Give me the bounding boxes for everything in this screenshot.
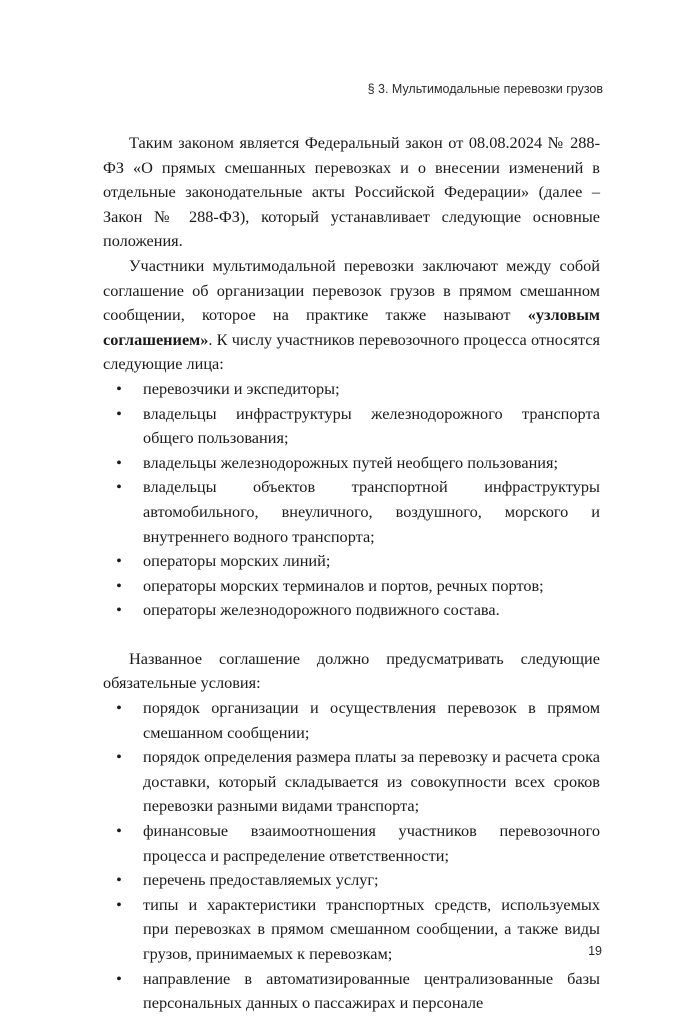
list-item-text: типы и характеристики транспортных средств, используемых при перевозках в прямом смешанном сообщении, а также виды грузов, принимаемых к перевозкам; [143,894,600,963]
bullet-icon: • [116,403,122,423]
page-number: 19 [588,944,602,958]
paragraph-participants [103,254,600,377]
paragraph-mandatory-conditions: Названное соглашение должно предусматривать следующие обязательные условия: [103,648,600,693]
list-item-text: операторы морских терминалов и портов, речных портов; [143,575,544,595]
list-item-text: финансовые взаимоотношения участников перевозочного процесса и распределение ответственности; [143,821,600,865]
bullet-icon: • [116,870,122,890]
paragraph-participants-text-end: . К числу участников перевозочного процесса относятся следующие лица: [103,329,600,374]
bullet-icon: • [116,477,122,497]
list-item-text: владельцы инфраструктуры железнодорожного транспорта общего пользования; [143,403,600,448]
list-item [103,696,600,745]
bullet-icon: • [116,968,122,988]
conditions-list [103,696,600,1016]
list-item [103,868,600,893]
list-item [103,475,600,549]
bullet-icon: • [116,698,122,718]
list-item [103,967,600,1016]
list-item-text: порядок организации и осуществления перевозок в прямом смешанном сообщении; [143,698,600,742]
bold-term-node-agreement: «узловым соглашением» [103,305,600,349]
bullet-icon: • [116,378,122,398]
list-item [103,377,600,402]
list-item [103,402,600,451]
section-spacer [103,623,600,647]
bullet-icon: • [116,452,122,472]
list-item-text: владельцы объектов транспортной инфраструктуры автомобильного, внеуличного, воздушного, морского и внутреннего водного транспорта; [143,477,600,546]
list-item [103,574,600,599]
page-body [103,131,600,1016]
bullet-icon: • [116,894,122,914]
bullet-icon: • [116,600,122,620]
bullet-icon: • [116,551,122,571]
list-item-text: направление в автоматизированные централизованные базы персональных данных о пассажирах и персонале [143,968,600,1013]
running-header: § 3. Мультимодальные перевозки грузов [367,82,603,96]
bullet-icon: • [116,821,122,841]
paragraph-law-reference: Таким законом является Федеральный закон от 08.08.2024 № 288-ФЗ «О прямых смешанных перевозках и о внесении изменений в отдельные законодательные акты Российской Федерации» (далее – Закон № 288-ФЗ), который устанавливает следующие основные положения. [103,133,600,251]
paragraph-participants-text-start: Участники мультимодальной перевозки заключают между собой соглашение об организации перевозок грузов в прямом смешанном сообщении, которое на практике также называют [103,255,600,325]
list-item [103,893,600,967]
list-item-text: перечень предоставляемых услуг; [143,870,379,890]
list-item [103,549,600,574]
list-item [103,819,600,868]
bullet-icon: • [116,575,122,595]
list-item-text: порядок определения размера платы за перевозку и расчета срока доставки, который складывается из совокупности всех сроков перевозки разными видами транспорта; [143,747,600,816]
list-item [103,745,600,819]
list-item-text: перевозчики и экспедиторы; [143,378,340,398]
list-item [103,598,600,623]
list-item [103,451,600,476]
list-item-text: операторы железнодорожного подвижного состава. [143,600,500,620]
participants-list [103,377,600,623]
list-item-text: владельцы железнодорожных путей необщего пользования; [143,452,559,472]
bullet-icon: • [116,747,122,767]
list-item-text: операторы морских линий; [143,551,331,571]
